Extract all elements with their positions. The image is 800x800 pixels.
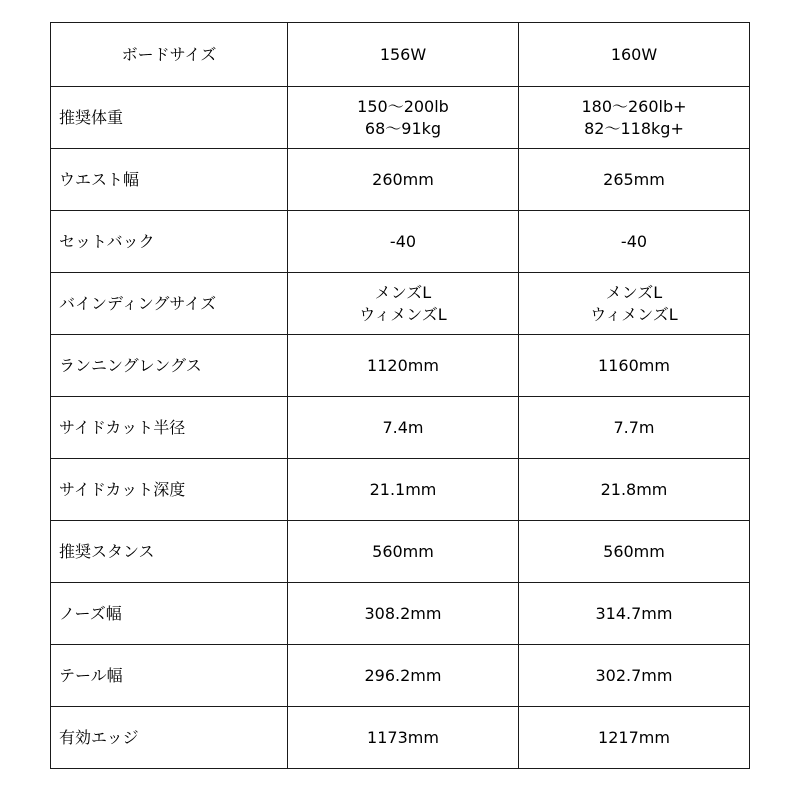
value-line: メンズL — [605, 282, 663, 302]
row-value-160w: 7.7m — [519, 397, 750, 459]
row-value-160w: 1160mm — [519, 335, 750, 397]
row-label: サイドカット半径 — [51, 397, 288, 459]
row-value-156w: 21.1mm — [288, 459, 519, 521]
row-value-156w: 296.2mm — [288, 645, 519, 707]
row-value-160w: 314.7mm — [519, 583, 750, 645]
table-row — [51, 707, 750, 769]
value-line: 68～91kg — [364, 118, 442, 138]
value-line: 82～118kg+ — [584, 118, 684, 138]
value-line: 150～200lb — [357, 96, 449, 116]
table-header-row — [51, 23, 750, 87]
table-row — [51, 521, 750, 583]
row-label: ウエスト幅 — [51, 149, 288, 211]
table-row — [51, 149, 750, 211]
table-row — [51, 211, 750, 273]
table-row — [51, 583, 750, 645]
table-row — [51, 459, 750, 521]
table-row — [51, 273, 750, 335]
value-line: メンズL — [374, 282, 432, 302]
table-row — [51, 335, 750, 397]
row-label: 推奨スタンス — [51, 521, 288, 583]
header-label-cell: ボードサイズ — [51, 23, 288, 87]
table-row — [51, 87, 750, 149]
row-value-156w: 308.2mm — [288, 583, 519, 645]
row-value-160w — [519, 87, 750, 149]
header-size-160w: 160W — [519, 23, 750, 87]
row-value-156w: 1173mm — [288, 707, 519, 769]
row-value-156w: 7.4m — [288, 397, 519, 459]
row-label: サイドカット深度 — [51, 459, 288, 521]
row-value-160w — [519, 273, 750, 335]
row-label: 有効エッジ — [51, 707, 288, 769]
header-size-156w: 156W — [288, 23, 519, 87]
table-row — [51, 645, 750, 707]
value-line: ウィメンズL — [359, 304, 447, 324]
row-value-160w: 560mm — [519, 521, 750, 583]
value-line: ウィメンズL — [590, 304, 678, 324]
row-value-160w: 21.8mm — [519, 459, 750, 521]
value-line: 180～260lb+ — [581, 96, 687, 116]
row-label: バインディングサイズ — [51, 273, 288, 335]
board-spec-table — [50, 22, 750, 769]
table-row — [51, 397, 750, 459]
row-value-156w: 260mm — [288, 149, 519, 211]
row-label: セットバック — [51, 211, 288, 273]
row-value-160w: -40 — [519, 211, 750, 273]
row-value-160w: 302.7mm — [519, 645, 750, 707]
row-label: テール幅 — [51, 645, 288, 707]
row-value-160w: 1217mm — [519, 707, 750, 769]
row-value-156w: 1120mm — [288, 335, 519, 397]
row-label: ランニングレングス — [51, 335, 288, 397]
row-value-156w: -40 — [288, 211, 519, 273]
row-value-156w — [288, 273, 519, 335]
row-value-156w: 560mm — [288, 521, 519, 583]
row-value-160w: 265mm — [519, 149, 750, 211]
row-label: ノーズ幅 — [51, 583, 288, 645]
row-value-156w — [288, 87, 519, 149]
row-label: 推奨体重 — [51, 87, 288, 149]
